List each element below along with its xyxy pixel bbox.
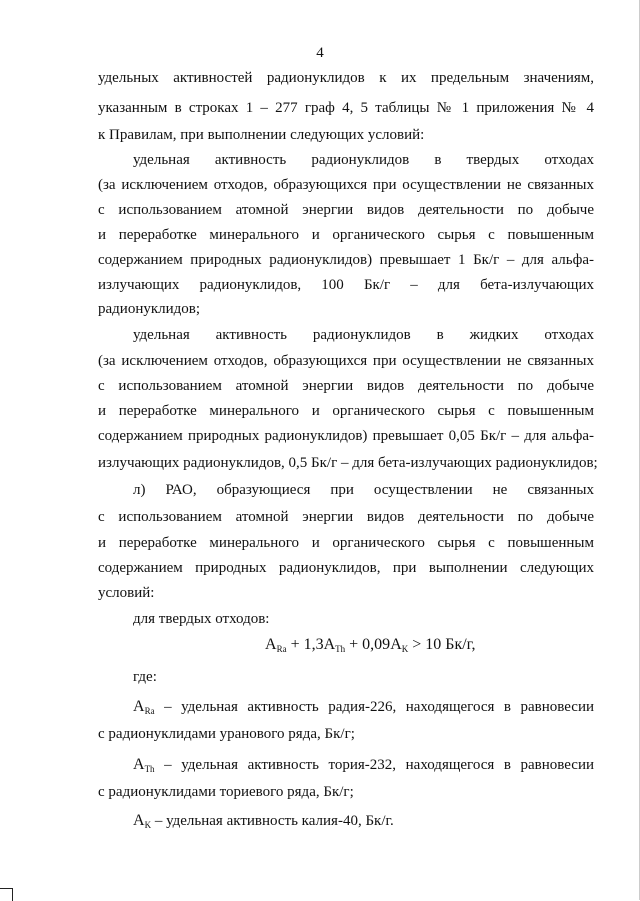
text-line: удельная активность радионуклидов в твердых отходах (133, 152, 594, 168)
definition-line: $A_K$ – удельная активность калия-40, Бк/г. (133, 812, 394, 830)
text-line: содержанием природных радионуклидов) превышает 0,05 Бк/г – для альфа- (98, 428, 594, 444)
formula: $A_{Ra} + 1,3A_{Th} + 0,09A_K > 10$ Бк/г, (265, 636, 476, 654)
text-line: с радионуклидами уранового ряда, Бк/г; (98, 726, 355, 742)
definition-line: $A_{Th}$ – удельная активность тория-232, находящегося в равновесии (133, 756, 595, 774)
text-line: излучающих радионуклидов, 100 Бк/г – для бета-излучающих (98, 277, 594, 293)
text-line: л) РАО, образующиеся при осуществлении не связанных (133, 482, 594, 498)
page-number: 4 (316, 45, 324, 61)
symbol: $A_{Th}$ (133, 756, 155, 774)
text-line: радионуклидов; (98, 301, 201, 317)
text-line: для твердых отходов: (133, 611, 270, 627)
text-line: где: (133, 669, 157, 685)
text-line: (за исключением отходов, образующихся при осуществлении не связанных (98, 353, 594, 369)
definition-line: $A_{Ra}$ – удельная активность радия-226, находящегося в равновесии (133, 698, 595, 716)
text-line: излучающих радионуклидов, 0,5 Бк/г – для бета-излучающих радионуклидов; (98, 455, 598, 471)
text-line: с использованием атомной энергии видов деятельности по добыче (98, 202, 594, 218)
text-line: указанным в строках 1 – 277 граф 4, 5 таблицы № 1 приложения № 4 (98, 100, 594, 116)
text-line: с использованием атомной энергии видов деятельности по добыче (98, 378, 594, 394)
text-line: к Правилам, при выполнении следующих условий: (98, 127, 425, 143)
text-line: с радионуклидами ториевого ряда, Бк/г; (98, 784, 354, 800)
text-line: удельных активностей радионуклидов к их предельным значениям, (98, 70, 594, 86)
text-line: удельная активность радионуклидов в жидких отходах (133, 327, 594, 343)
scan-corner-mark (0, 888, 13, 901)
text-line: содержанием природных радионуклидов) превышает 1 Бк/г – для альфа- (98, 252, 594, 268)
text-line: и переработке минерального и органического сырья с повышенным (98, 535, 594, 551)
text-line: условий: (98, 585, 155, 601)
text-line: и переработке минерального и органического сырья с повышенным (98, 403, 594, 419)
text-line: (за исключением отходов, образующихся при осуществлении не связанных (98, 177, 594, 193)
symbol: $A_K$ (133, 812, 152, 830)
text-line: и переработке минерального и органического сырья с повышенным (98, 227, 594, 243)
symbol: $A_{Ra}$ (133, 698, 155, 716)
text-line: содержанием природных радионуклидов, при выполнении следующих (98, 560, 594, 576)
text-line: с использованием атомной энергии видов деятельности по добыче (98, 509, 594, 525)
